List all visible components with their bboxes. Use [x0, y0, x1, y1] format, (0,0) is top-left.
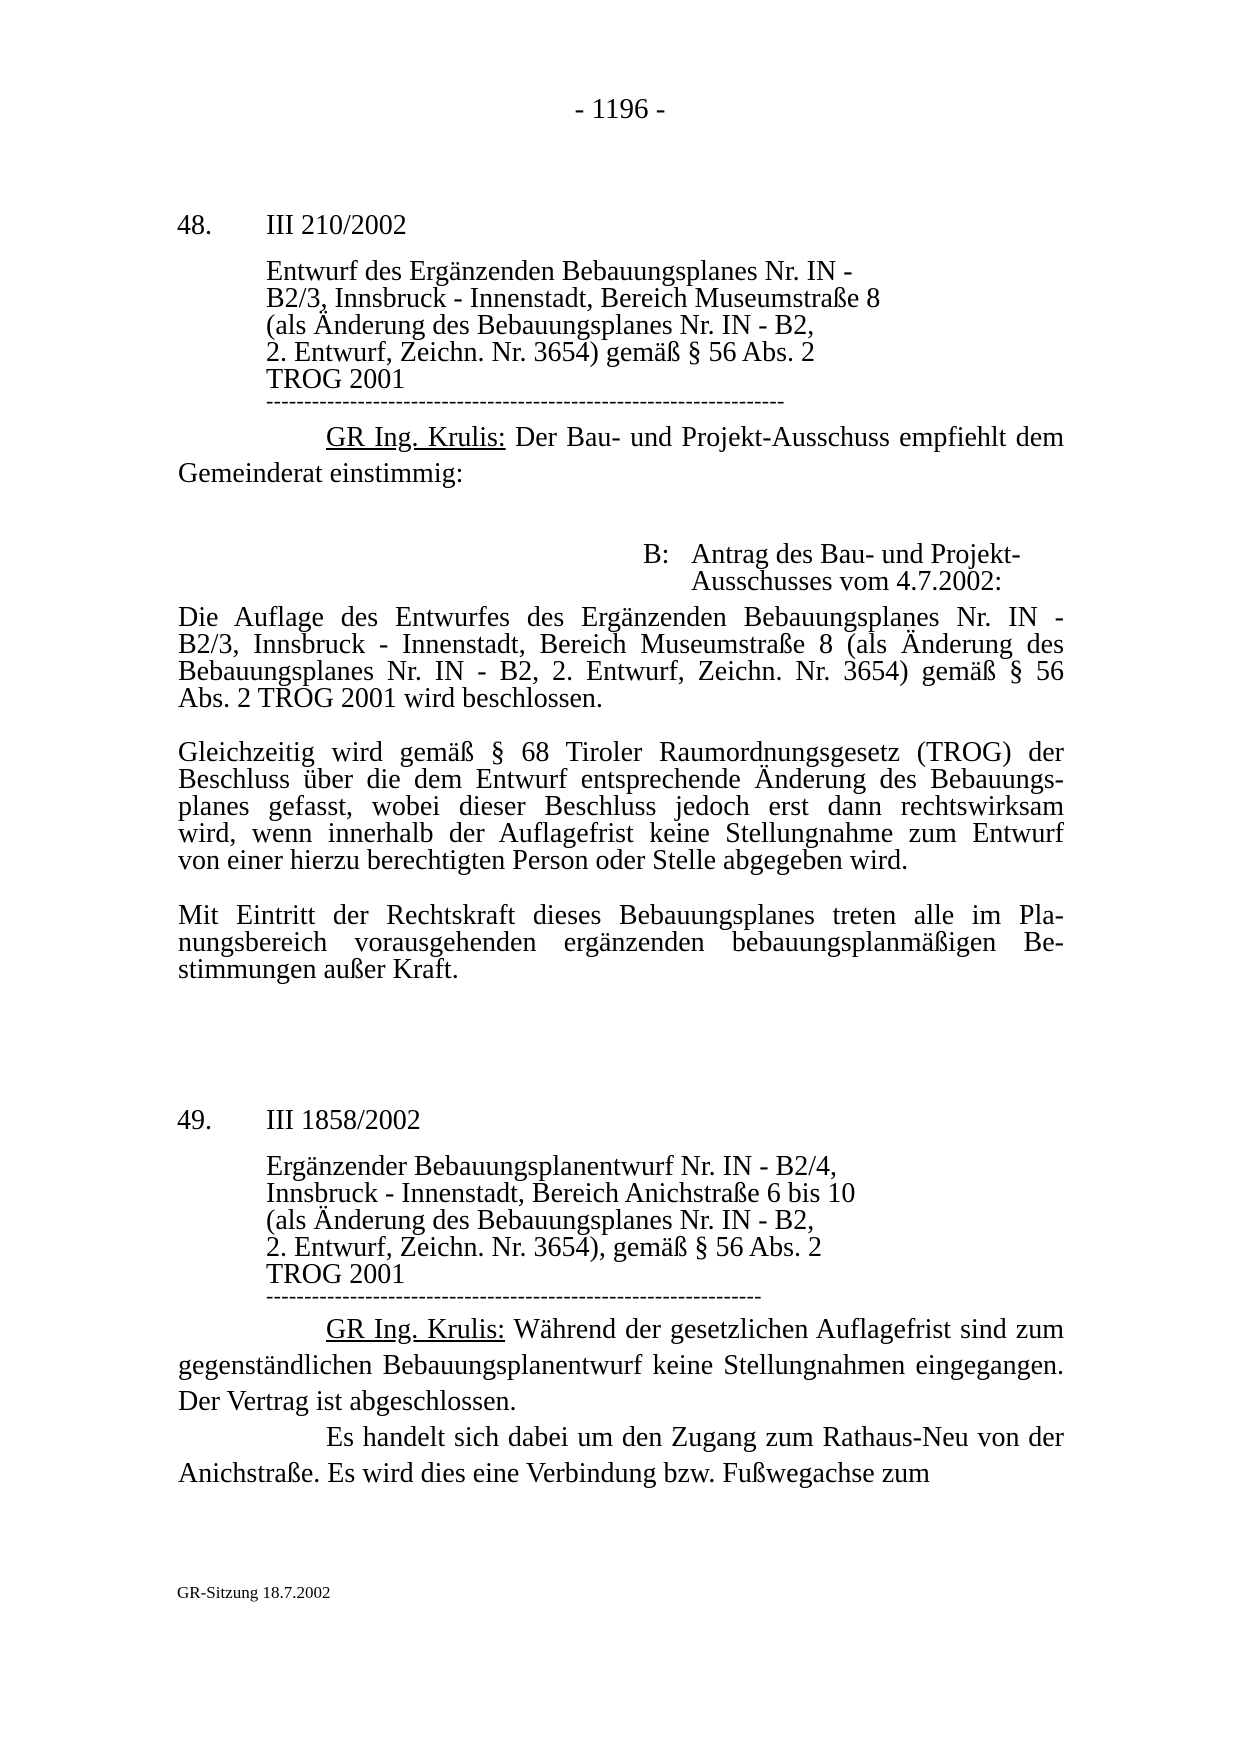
resolution-line: wird, wenn innerhalb der Auflagefrist keine Stellungnahme zum Entwurf — [178, 818, 1064, 849]
item-number: 48. — [177, 210, 212, 241]
resolution-line: Beschluss über die dem Entwurf entsprechende Änderung des Bebauungs- — [178, 764, 1064, 795]
statement-paragraph — [178, 420, 1064, 492]
subject-line: (als Änderung des Bebauungsplanes Nr. IN - B2, — [266, 1205, 815, 1236]
item-number: 49. — [177, 1105, 212, 1136]
motion-label: B: — [643, 539, 670, 570]
agenda-item-49-subject — [266, 1153, 966, 1288]
resolution-line: Mit Eintritt der Rechtskraft dieses Bebauungsplanes treten alle im Pla- — [178, 900, 1064, 931]
page-footer: GR-Sitzung 18.7.2002 — [177, 1583, 331, 1602]
statement-paragraph: Es handelt sich dabei um den Zugang zum Rathaus-Neu von der Anichstraße. Es wird dies eine Verbindung bzw. Fußwegachse zum — [178, 1422, 1064, 1489]
item-reference: III 210/2002 — [266, 210, 407, 241]
subject-line: 2. Entwurf, Zeichn. Nr. 3654) gemäß § 56 Abs. 2 — [266, 337, 816, 368]
speaker-name: GR Ing. Krulis: — [326, 1314, 506, 1345]
speaker-name: GR Ing. Krulis: — [326, 422, 506, 453]
agenda-item-48-statement — [178, 420, 1064, 492]
statement-text: Der Bau- und Projekt-Ausschuss empfiehlt dem Gemeinderat einstimmig: — [178, 422, 1064, 489]
resolution-line: stimmungen außer Kraft. — [178, 954, 459, 985]
resolution-line: von einer hierzu berechtigten Person oder Stelle abgegeben wird. — [178, 845, 909, 876]
resolution-line: Gleichzeitig wird gemäß § 68 Tiroler Raumordnungsgesetz (TROG) der — [178, 737, 1064, 768]
subject-line: Innsbruck - Innenstadt, Bereich Anichstraße 6 bis 10 — [266, 1178, 856, 1209]
page-number: - 1196 - — [574, 93, 666, 125]
separator-rule: ----------------------------------------------------------------- — [266, 1283, 762, 1308]
statement-text: Während der gesetzlichen Auflagefrist sind zum gegenständlichen Bebauungsplanentwurf keine Stellungnahmen eingegangen. Der Vertrag ist abgeschlossen. — [178, 1314, 1064, 1417]
resolution-paragraph-1 — [178, 604, 1064, 712]
subject-line: TROG 2001 — [266, 364, 406, 395]
separator-rule: -------------------------------------------------------------------- — [266, 388, 785, 413]
statement-paragraph — [178, 1312, 1064, 1420]
subject-line: Ergänzender Bebauungsplanentwurf Nr. IN - B2/4, — [266, 1151, 837, 1182]
resolution-paragraph-2 — [178, 739, 1064, 874]
subject-line: 2. Entwurf, Zeichn. Nr. 3654), gemäß § 56 Abs. 2 — [266, 1232, 823, 1263]
resolution-paragraph-3 — [178, 902, 1064, 983]
agenda-item-49-statement — [178, 1312, 1064, 1492]
resolution-line: Die Auflage des Entwurfes des Ergänzenden Bebauungsplanes Nr. IN - — [178, 602, 1064, 633]
resolution-line: nungsbereich vorausgehenden ergänzenden bebauungsplanmäßigen Be- — [178, 927, 1064, 958]
agenda-item-48-subject — [266, 258, 966, 393]
motion-line: Ausschusses vom 4.7.2002: — [691, 566, 1003, 597]
subject-line: B2/3, Innsbruck - Innenstadt, Bereich Museumstraße 8 — [266, 283, 881, 314]
subject-line: (als Änderung des Bebauungsplanes Nr. IN - B2, — [266, 310, 815, 341]
motion-text — [691, 541, 1071, 595]
resolution-line: B2/3, Innsbruck - Innenstadt, Bereich Museumstraße 8 (als Änderung des — [178, 629, 1064, 660]
subject-line: Entwurf des Ergänzenden Bebauungsplanes Nr. IN - — [266, 256, 853, 287]
resolution-line: Bebauungsplanes Nr. IN - B2, 2. Entwurf, Zeichn. Nr. 3654) gemäß § 56 — [178, 656, 1064, 687]
motion-line: Antrag des Bau- und Projekt- — [691, 539, 1021, 570]
item-reference: III 1858/2002 — [266, 1105, 421, 1136]
resolution-line: planes gefasst, wobei dieser Beschluss jedoch erst dann rechtswirksam — [178, 791, 1064, 822]
subject-line: TROG 2001 — [266, 1259, 406, 1290]
resolution-line: Abs. 2 TROG 2001 wird beschlossen. — [178, 683, 603, 714]
